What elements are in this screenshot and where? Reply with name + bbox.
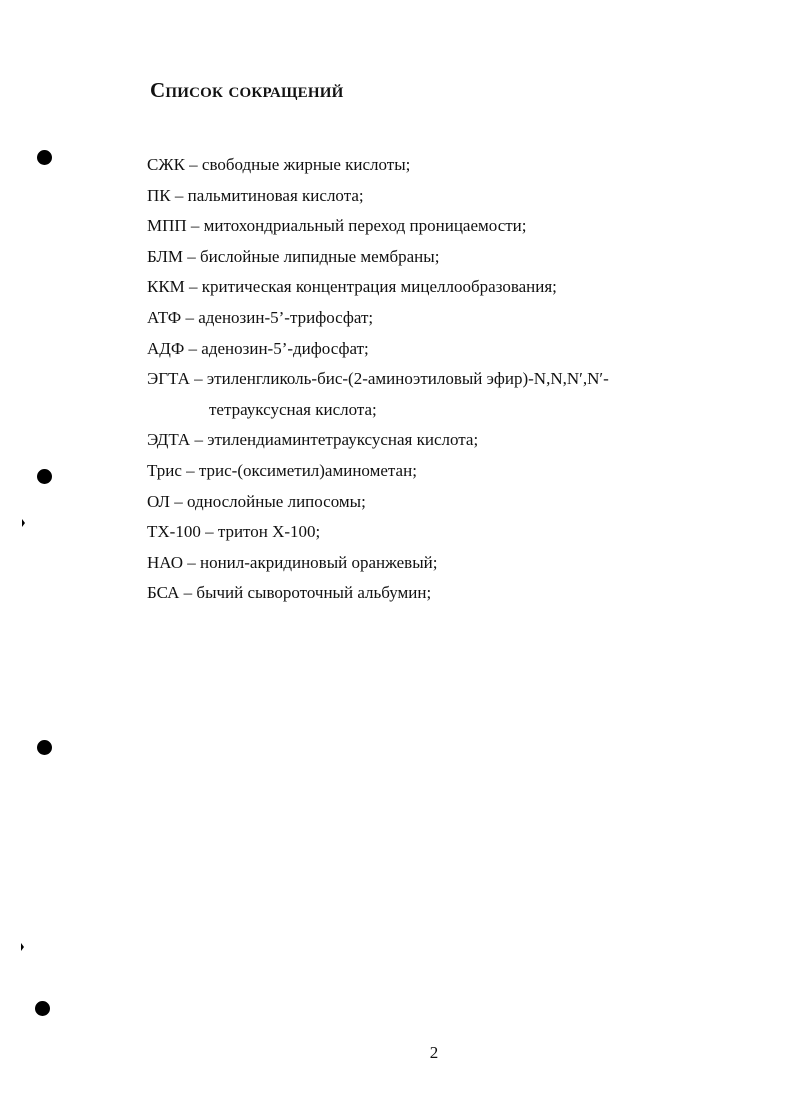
binder-hole-mark <box>37 740 52 755</box>
page-number: 2 <box>429 1043 439 1062</box>
abbreviation-list <box>147 150 747 609</box>
binder-hole-mark <box>37 150 52 165</box>
abbreviation-entry: СЖК – свободные жирные кислоты; <box>147 155 411 174</box>
page-title: Список сокращений <box>150 78 344 102</box>
abbreviation-entry: БСА – бычий сывороточный альбумин; <box>147 583 432 603</box>
binder-hole-mark <box>37 469 52 484</box>
abbreviation-entry: ККМ – критическая концентрация мицеллообразования; <box>147 277 557 297</box>
abbreviation-entry: НАО – нонил-акридиновый оранжевый; <box>147 552 438 572</box>
binder-hole-mark <box>35 1001 50 1016</box>
abbreviation-entry: ПК – пальмитиновая кислота; <box>147 185 364 205</box>
abbreviation-entry-continuation: тетрауксусная кислота; <box>209 399 377 419</box>
abbreviation-entry: БЛМ – бислойные липидные мембраны; <box>147 246 440 266</box>
abbreviation-entry: АТФ – аденозин-5’-трифосфат; <box>147 307 374 327</box>
abbreviation-entry: ЭДТА – этилендиаминтетрауксусная кислота; <box>147 430 479 450</box>
abbreviation-entry: МПП – митохондриальный переход проницаемости; <box>147 216 527 236</box>
abbreviation-entry: ЭГТА – этиленгликоль-бис-(2-аминоэтиловый эфир)-N,N,N′,N′- <box>147 369 609 389</box>
scan-tick-mark <box>21 943 24 951</box>
abbreviation-entry: ТХ-100 – тритон Х-100; <box>147 522 321 542</box>
scan-tick-mark <box>22 519 25 527</box>
abbreviation-entry: АДФ – аденозин-5’-дифосфат; <box>147 338 369 358</box>
abbreviation-entry: ОЛ – однослойные липосомы; <box>147 491 366 511</box>
abbreviation-entry: Трис – трис-(оксиметил)аминометан; <box>147 460 417 480</box>
